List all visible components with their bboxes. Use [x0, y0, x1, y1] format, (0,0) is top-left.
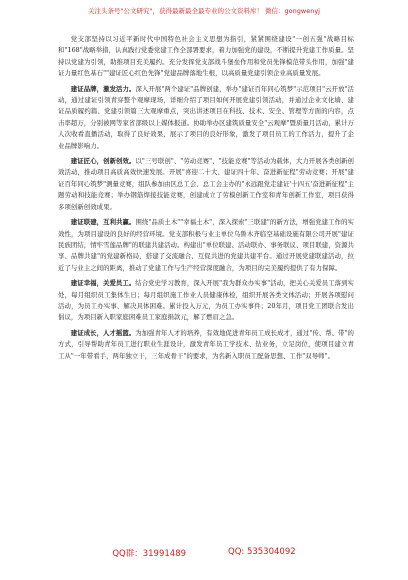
paragraph-lead: 建证成长，人才摇篮。 — [70, 328, 136, 337]
paragraph-intro — [58, 34, 354, 80]
paragraph-lead: 建证匠心，创新创效。 — [70, 157, 136, 166]
footer-qq-number: QQ: 535304092 — [228, 547, 296, 557]
document-body — [58, 34, 354, 366]
paragraph-craftsmanship — [58, 156, 354, 213]
paragraph-text: 深入开展"两个建证"品牌创建，举办"建证百年同心筑梦"示范项目"云开放"活动，通过建证引领青穿整个观摩现场，详细介绍了项目如何开展党建引领活动，并通过企业文化墙、建证品质履约篇、党建引领篇三大观摩重点，突出讲述项目在科技、技术、安全、管理等方面的内容，点击率超万，分别被网等家省部级以上媒体报道。协助举办区建筑质量安全"云观摩"暨质量月活动，累计万人次收看直播活动，取得了良好效果，展示了项目的良好形象，激发了项目员工的工作活力，提升了企业品牌影响力。 — [58, 84, 354, 150]
paragraph-brand — [58, 84, 354, 152]
paragraph-lead: 建证品牌，激发活力。 — [70, 84, 136, 93]
header-banner: 关注头条号"公文研究"，获得最新最全最专业的公文资料库！ 微信：gongwenyj — [88, 7, 320, 15]
paragraph-lead: 建证幸福，关爱员工。 — [70, 279, 136, 288]
paragraph-text: 以"三号联创"、"劳动竞赛"、"技能竞赛"等活动为载体，大力开展各类创新创效活动，推动项目高质高效快速发展。开展"喜迎二十大、建证四十年、奋进新征程"劳动竞赛；开展"建证百年同心筑梦"测量竞赛，组队参加由区总工会、总工会主办的"永远跟党走建证'十四五'奋进新征程"主题劳动和技能竞赛；举办钢筋焊接技能竞赛，创建成立了劳模创新工作室和青年创新工作室，项目获得多项创新创效成果。 — [58, 157, 354, 211]
paragraph-happiness — [58, 278, 354, 324]
footer-contacts — [0, 547, 408, 559]
paragraph-text: 党支部坚持以习近平新时代中国特色社会主义思想为指引，紧紧围绕建设"一创五强"战略目标和"168"战略举措，认真践行党委党建工作全部署要求，着力加强党的建设，不断提升党建工作质量。坚持以党建为引领，助推项目充美履约。充分发挥党支部战斗堡垒作用和党员先锋模范带头作用，加强"建证力量红色基石""建证匠心红色先锋"党建品牌落地生根，以高质量党建引领企业高质量发展。 — [58, 35, 354, 78]
paragraph-joint-building — [58, 217, 354, 274]
paragraph-text: 为加强青年人才的培养，有效地促进青年员工成长成才，通过"传、帮、带"的方式，引导帮助青年员工进行职业生涯设计，激发青年员工学技术、钻业务，立足岗位，使项目建立青工从"一年带看手，两年独立干，三年成骨干"的要求，为名新入职员工配备思想、工作"双导师"。 — [58, 328, 354, 360]
paragraph-text: 围绕"品质土木""幸福土木"，深入探索"三联建"的新方法，增强党建工作的实效性，为项目建设的良好的经营环境。党支部积极与业主单位乌鲁木齐临空基础设施有限公司开展"建证民族团结，情牢雪莲品牌"的联建共建活动。构建出"单位联建、活动联办、事务联议、项目联建，资源共享、品牌共建"的党建新格局，搭建了交流融合、互促共进的党建共建平台。通过开展党建联建活动，拉近了与业主之间的距离，推动了党建工作与生产经营深度融合，为项目的完美履约提供了有力保障。 — [58, 218, 354, 272]
paragraph-text: 结合党史学习教育，深入开展"我为群众办实事"活动，把关心关爱员工落到实处，每月组织员工集体生日；每月组织施工作业人员健康体检，组织开展各类文体活动；开展各项慰问活动，为员工办实事、解决具体困难。累计投入万元，为员工办实事件；20年月，项目党工团联合发出倡议，为项目新入职家庭困难员工家庭捐款元，解了燃眉之急。 — [58, 279, 354, 322]
footer-qq-group: QQ群：31991489 — [112, 549, 187, 559]
paragraph-growth — [58, 328, 354, 362]
paragraph-lead: 建证联建，互利共赢。 — [70, 218, 136, 227]
